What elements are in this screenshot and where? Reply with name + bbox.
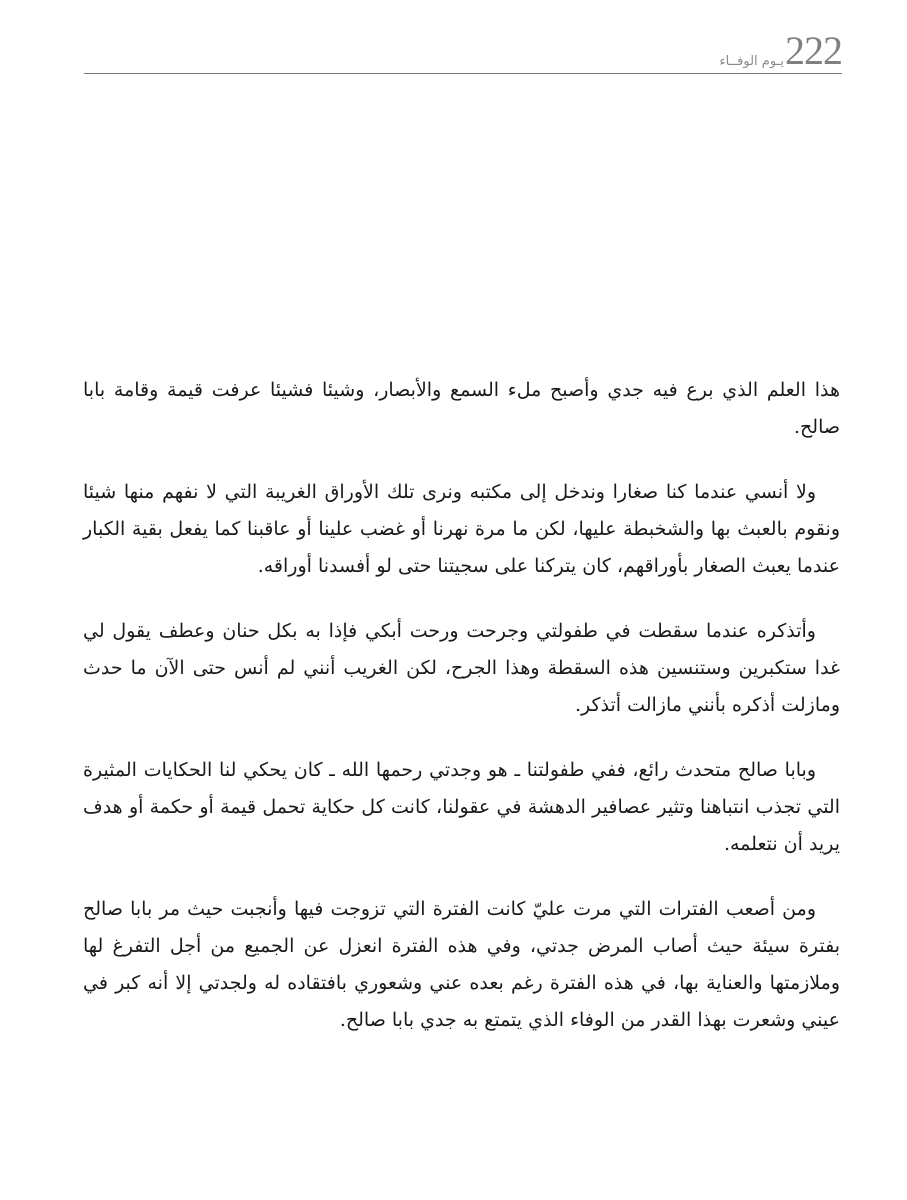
paragraph-3: وأتذكره عندما سقطت في طفولتي وجرحت ورحت أبكي فإذا به بكل حنان وعطف يقول لي غدا ستكبرين وستنسين هذه السقطة وهذا الجرح، لكن الغريب أنني لم أنس حتى الآن ما حدث ومازلت أذكره بأنني مازالت أتذكر. bbox=[83, 620, 840, 716]
page-header bbox=[84, 28, 842, 74]
paragraph-1: هذا العلم الذي برع فيه جدي وأصبح ملء السمع والأبصار، وشيئا فشيئا عرفت قيمة وقامة بابا صالح. bbox=[83, 379, 840, 438]
header-rule bbox=[84, 73, 842, 74]
body-text bbox=[83, 372, 840, 1067]
paragraph-2: ولا أنسي عندما كنا صغارا وندخل إلى مكتبه ونرى تلك الأوراق الغريبة التي لا نفهم منها شيئا ونقوم بالعبث بها والشخبطة عليها، لكن ما مرة نهرنا أو غضب علينا أو عاقبنا كما يفعل بقية الكبار عندما يعبث الصغار بأوراقهم، كان يتركنا على سجيتنا حتى لو أفسدنا أوراقه. bbox=[83, 481, 840, 577]
running-title: يـوم الوفــاء bbox=[719, 54, 784, 69]
paragraph-4: وبابا صالح متحدث رائع، ففي طفولتنا ـ هو وجدتي رحمها الله ـ كان يحكي لنا الحكايات المثيرة التي تجذب انتباهنا وتثير عصافير الدهشة في عقولنا، كانت كل حكاية تحمل قيمة أو حكمة أو هدف يريد أن نتعلمه. bbox=[83, 759, 840, 855]
page-number: 222 bbox=[785, 28, 842, 73]
paragraph-5: ومن أصعب الفترات التي مرت عليّ كانت الفترة التي تزوجت فيها وأنجبت حيث مر بابا صالح بفترة سيئة حيث أصاب المرض جدتي، وفي هذه الفترة انعزل عن الجميع من أجل التفرغ لها وملازمتها والعناية بها، في هذه الفترة رغم بعده عني وشعوري بافتقاده له ولجدتي إلا أنه كبر في عيني وشعرت بهذا القدر من الوفاء الذي يتمتع به جدي بابا صالح. bbox=[83, 898, 840, 1031]
